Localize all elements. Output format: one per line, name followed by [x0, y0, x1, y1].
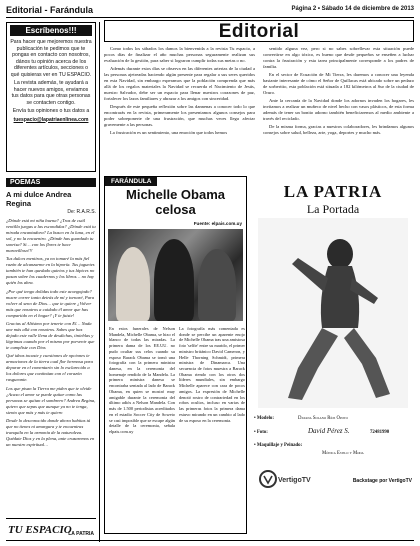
- editorial-paragraph: La frustración es un sentimiento, una emoción que todos hemos: [110, 129, 228, 135]
- farandula-paragraph: La fotografía más comentada es donde se percibe un aparente enojo de Michelle Obama tras una amistosa foto 'selfie' entre su marido, el primer ministro británico David Cameron, y Helle Thorning Schmidt, primera ministra de Dinamarca. Una secuencia de fotos muestra a Barack Obama riendo con los otros dos líderes mundiales, sin embargo Michelle aparece con cara de pocos amigos. La expresión de Michelle denotó rostro de contrariedad en los robos ocultos, incluso en varias de las primeras fotos la primera dama estuvo mirando en un cambio al lado de su esposo en la ceremonia.: [179, 326, 245, 423]
- escribenos-email-link[interactable]: tuespacio@lapatriaenlinea.com: [13, 116, 89, 123]
- editorial-column-1: [104, 46, 255, 138]
- photo-figure: [198, 249, 236, 321]
- credit-phone: 72481990: [370, 430, 390, 435]
- editorial-paragraph: En el sector de Ecuación de Mi Tierra, les daremos a conocer una leyenda bastante interesante de cómo el Señor de Quillacas está ubicado sobre un pedazo de sorberitto, esta población está situada a 182 kilómetros al Sur de la ciudad de Oruro.: [263, 71, 414, 95]
- vertigo-logo-text: VertigoTV: [278, 477, 311, 484]
- credit-label: • Modelo:: [254, 416, 274, 421]
- escribenos-paragraph: La revista además, te ayudará a hacer nuevos amigos, enviamos tus datos para que otras personas se contacten contigo.: [11, 80, 91, 106]
- farandula-paragraph: En estos funerales de Nelson Mandela, Michelle Obama, se hizo el blanco de todas las miradas. La primera dama de los EE.UU. no pudo ocultar sus celos cuando su esposo Barack Obama se tomó una fotografía con la primera ministra danesa, en la ceremonia del homenaje rendido de la Mandela. La primera ministra danesa se encontraba sentada al lado de Barack Obama, en quien se mostró muy amigable durante la ceremonia del último adiós a Nelson Mandela. Con más de 1.500 periodistas acreditados en el estadio Soccer City de Soweto se casi imposible que se escape algún detalle de la ceremonia, señala elpais.com.uy: [109, 326, 175, 434]
- tuespacio-footer: [6, 518, 96, 542]
- portada-title: LA PATRIA: [283, 182, 383, 201]
- model-silhouette-icon: [258, 218, 408, 408]
- poem-title: A mi dulce Andrea Regina: [6, 190, 72, 208]
- poem-stanza: ¿Dónde está mi niña buena? ¿Tras de cuál ventilla juegas a las escondidas? ¿Dónde está tu mirada encantadora? La busco en la luna, en el sol, y no la encuentro. ¿Dónde has guardado tu sonrisa? Si… con los flores te hace maravilloso!!!: [6, 218, 96, 253]
- editorial-body: [104, 46, 414, 176]
- editorial-column-2: [263, 46, 414, 138]
- portada-subtitle: La Portada: [306, 202, 360, 216]
- poem-stanza: ¿Por qué tengo dolidas todo este acongojado? mucre correr tanto detrás de mí y tornaré, Para volver al seno de Dios… que te quiere ¿Volver más que nosotros a cuidado él amor que has compartido en el hogar? ¡Y te fuiste!: [6, 288, 95, 318]
- editorial-paragraph: Ante la cercanía de la Navidad donde los adornos invaden los hogares, les invitamos a realizar un muñeco de nivel hecho con vasos plásticos, de esta forma además de tener un bonito adorno también beneficiaremos al medio ambiente a través del reciclado.: [263, 97, 414, 121]
- editorial-paragraph: sentido alguna vez, pero si no sabes sobrellevar esta situación puede convertirse en algo tóxico, es bueno que desde pequeños se enseñen a luchar contra la frustración y esta tarea principalmente corresponde a los padres de familia.: [263, 46, 414, 69]
- farandula-headline: [105, 188, 246, 218]
- poem-body: [6, 218, 96, 448]
- editorial-paragraph: Como todos los sábados los damos la bienvenida a la revista Tu espacio, a pocos días de finalizar el año muchas personas seguramente realizan sus evaluación de la gestión, para saber si lograron cumplir todas sus metas o no.: [104, 46, 255, 63]
- tuespacio-brand: LA PATRIA: [68, 531, 94, 537]
- poem-stanza: Tus dulces mentiras, ya no tomaré la más fiel razón de alcanzarme en la hiporía. Tus juguetes también te han quedado quietos y tus lápices no pasan sobre los cuadernos y los libros… no hay quién los abra.: [6, 256, 95, 286]
- editorial-paragraph: Además durante estos días se observa en las diferentes arterias de la ciudad a las personas ajetreadas haciendo algún presente para regalar a sus seres queridos en esta Navidad, sin embargo esperamos que la población comprenda que más allá de los regalos materiales la Navidad se recuerda el Nacimiento de Jesús, nuestro Salvador, debe ser un espacio para llenar nuestros corazones de paz, fortalecer los lazos familiares y abrazar a los amigos con sinceridad.: [104, 65, 255, 101]
- photo-figure: [116, 247, 150, 321]
- farandula-text-column-2: [179, 326, 245, 425]
- cover-model-photo: [258, 218, 408, 408]
- escribenos-box: [6, 22, 96, 172]
- headline-line-2: celosa: [155, 201, 196, 217]
- obama-photo: [108, 229, 243, 321]
- poemas-label: POEMAS: [6, 178, 96, 187]
- portada-section: [252, 176, 414, 534]
- escribenos-title: Escríbenos!!!: [10, 25, 92, 36]
- editorial-title: Editorial: [218, 21, 300, 42]
- editorial-paragraph: De la misma forma, gracias a nuestros colaboradores, les brindamos algunos consejos sobre salud, belleza, arte, yoga, deportes y mucho más.: [263, 123, 414, 135]
- vertigo-tv-icon: [258, 468, 311, 490]
- editorial-paragraph: Después de este pequeña reflexión sobre las dannenas a conocer todo lo que encontrarás en la revista, primeramente los presentamos algunos consejos para poder sobreponerte de una frustración, que muchas veces llega afectar gravemente a las personas.: [104, 103, 255, 127]
- photo-figure: [154, 239, 194, 321]
- poem-stanza: Gracias al Altísimo por tenerte con El… Nada une más allá con nosotros. Sabes que has dejado este valle llena de desdichas, tinieblas y lágrimas cuando por el mismo por porvenir que te cumpliste con Dios: [6, 321, 95, 350]
- poem-stanza: Desde lo desconocido donde ahora habitas tú que no tienes ni amargura y te encuentras tranquila en la armonía de la naturaleza. Quédate Dios y en la plena, ante cruzaremos en un nuestro espiritual…: [6, 418, 95, 447]
- credit-value: Dayana Solano Ríos Opoto: [298, 416, 348, 421]
- vertigo-logo: [258, 468, 311, 490]
- farandula-article: [104, 176, 247, 534]
- credit-maquillaje-value-row: [252, 451, 414, 460]
- photographer-signature: David Pérez S.: [308, 427, 350, 435]
- credit-value: Mónica Estilo y Moda: [322, 451, 364, 456]
- bottom-divider: [6, 540, 414, 541]
- poem-stanza: Qué ideas tocaste y cuestiones de opciones te armaciones de la tierra cual flor hermosa para depurar en el comentario sin lo esclarecido a los dolores que continúan con el corazón rasgueante.: [6, 353, 93, 383]
- page-header: [6, 4, 414, 18]
- credit-label: • Foto:: [254, 430, 268, 435]
- credit-label: • Maquillaje y Peinado:: [254, 443, 303, 448]
- left-sidebar: [6, 22, 96, 542]
- poem-stanza: Los que pisan la Tierra me piden que te olvide ¿Acaso el amor se puede quitar como las personas se quitan el sombrero? Andrea Regina, quiero que sepas que aunque ya no te tenga, siento que más y más te quiero: [6, 385, 96, 415]
- backstage-caption: Backstage por VertigoTV: [352, 478, 412, 484]
- editorial-banner: [104, 20, 414, 42]
- credit-modelo: [252, 416, 414, 425]
- headline-line-1: Michelle Obama: [126, 187, 225, 202]
- section-title: Editorial - Farándula: [6, 5, 94, 15]
- page-date: Página 2 • Sábado 14 de diciembre de 2013: [291, 6, 414, 12]
- farandula-source: Fuente: elpais.com.uy: [193, 221, 242, 226]
- farandula-tag: FARÁNDULA: [105, 177, 157, 186]
- escribenos-paragraph: Envía tus opiniones o tus datos a: [12, 108, 90, 114]
- tuespacio-logo: TU ESPACIO: [8, 524, 72, 536]
- credit-foto: [252, 427, 414, 439]
- escribenos-paragraph: Para hacer que mejoremos nuestra publicación te pedimos que te pongas en contacto con nosotros, dános tu opinión acerca de los diferentes artículos, secciones o qué quisieras ver en TU ESPACIO.: [10, 39, 92, 78]
- farandula-text-column-1: [109, 326, 175, 437]
- poem-author: De: R.A.R.S.: [67, 209, 96, 215]
- column-divider: [99, 22, 100, 542]
